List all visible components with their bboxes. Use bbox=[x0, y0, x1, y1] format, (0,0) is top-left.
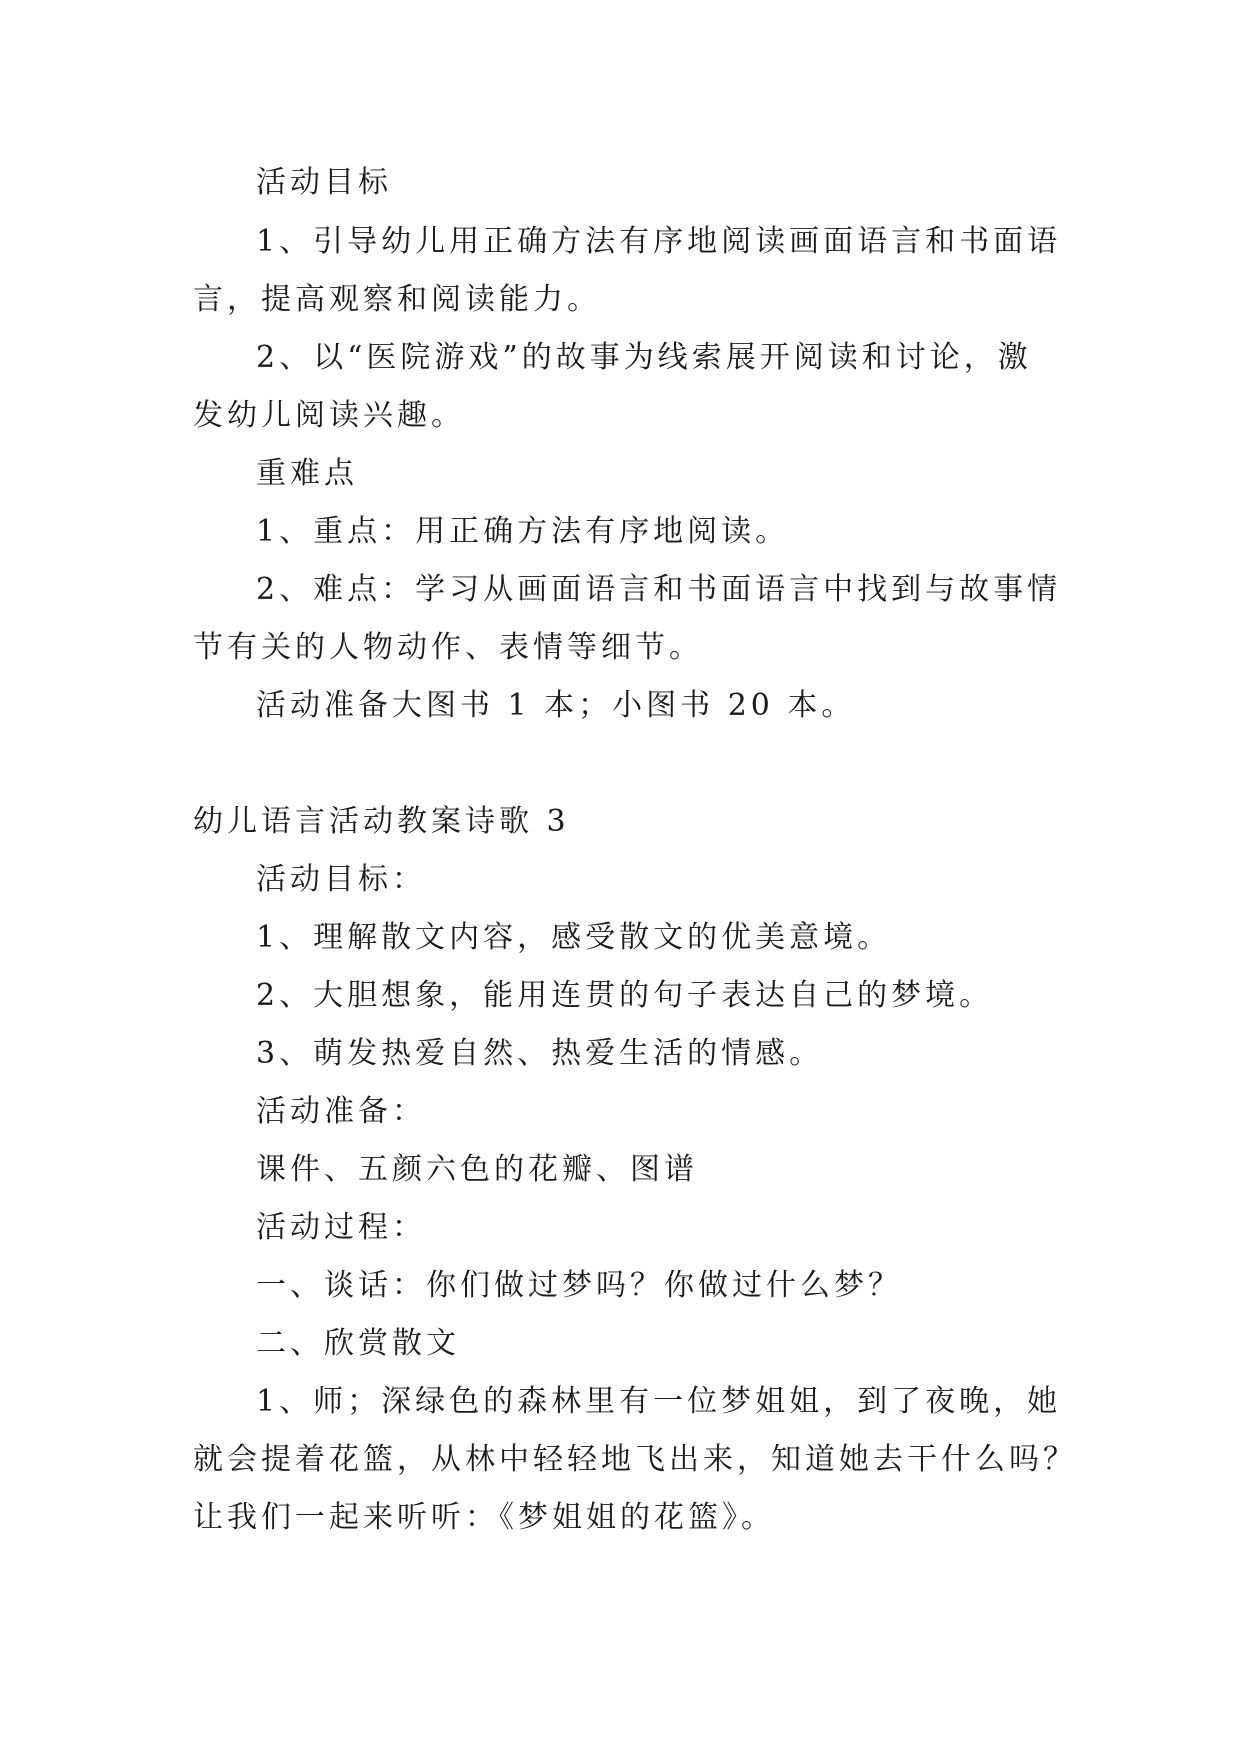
section-heading-activity-goals: 活动目标 bbox=[256, 165, 392, 200]
section-heading-key-points: 重难点 bbox=[256, 456, 358, 491]
paragraph-line: 让我们一起来听听：《梦姐姐的花篮》。 bbox=[193, 1500, 775, 1535]
paragraph-line: 二、欣赏散文 bbox=[256, 1326, 460, 1361]
paragraph-line: 1、师；深绿色的森林里有一位梦姐姐，到了夜晚，她 bbox=[256, 1384, 1062, 1419]
section-heading-process: 活动过程： bbox=[256, 1210, 426, 1245]
paragraph-line: 一、谈话：你们做过梦吗？你做过什么梦？ bbox=[256, 1268, 902, 1303]
paragraph-line: 就会提着花篮，从林中轻轻地飞出来，知道她去干什么吗？ bbox=[193, 1442, 1077, 1477]
paragraph-line: 3、萌发热爱自然、热爱生活的情感。 bbox=[256, 1036, 824, 1071]
paragraph-line: 2、以“医院游戏”的故事为线索展开阅读和讨论，激 bbox=[256, 340, 1032, 375]
paragraph-line: 1、理解散文内容，感受散文的优美意境。 bbox=[256, 920, 892, 955]
paragraph-line: 2、大胆想象，能用连贯的句子表达自己的梦境。 bbox=[256, 978, 994, 1013]
paragraph-line: 课件、五颜六色的花瓣、图谱 bbox=[256, 1152, 698, 1187]
section-heading-preparation: 活动准备： bbox=[256, 1094, 426, 1129]
paragraph-line: 发幼儿阅读兴趣。 bbox=[193, 398, 465, 433]
paragraph-line: 1、重点：用正确方法有序地阅读。 bbox=[256, 514, 790, 549]
paragraph-line: 1、引导幼儿用正确方法有序地阅读画面语言和书面语 bbox=[256, 224, 1062, 259]
paragraph-line: 2、难点：学习从画面语言和书面语言中找到与故事情 bbox=[256, 572, 1062, 607]
section-heading-activity-goals: 活动目标： bbox=[256, 862, 426, 897]
paragraph-line: 言，提高观察和阅读能力。 bbox=[193, 282, 601, 317]
document-title: 幼儿语言活动教案诗歌 3 bbox=[193, 804, 570, 839]
paragraph-line: 活动准备大图书 1 本；小图书 20 本。 bbox=[256, 688, 856, 723]
paragraph-line: 节有关的人物动作、表情等细节。 bbox=[193, 630, 703, 665]
